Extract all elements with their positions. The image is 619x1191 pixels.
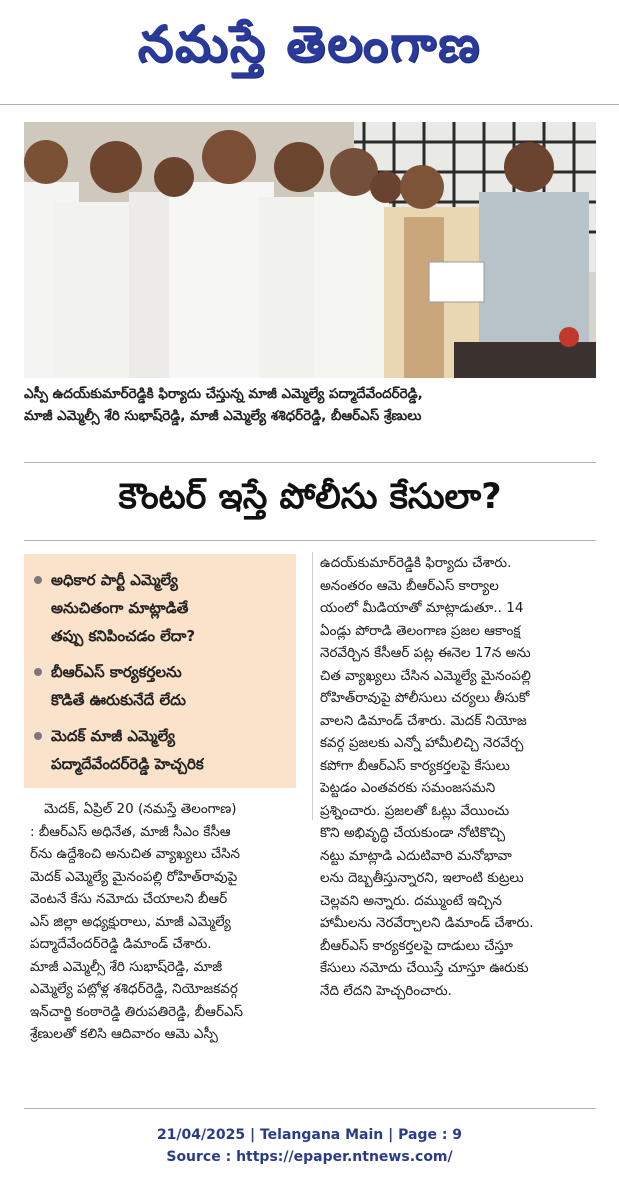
- headline-divider: [24, 540, 596, 541]
- bullet-icon: [34, 732, 42, 740]
- highlight-line: అధికార పార్టీ ఎమ్మెల్యే: [51, 571, 178, 589]
- highlight-line: బీఆర్‌ఎస్ కార్యకర్తలను: [51, 663, 182, 681]
- highlight-item: [34, 566, 286, 650]
- edition-info: 21/04/2025 | Telangana Main | Page : 9: [156, 1127, 463, 1143]
- source-link[interactable]: Source : https://epaper.ntnews.com/: [166, 1149, 453, 1165]
- page-footer: [0, 1124, 619, 1168]
- body-line: వాలని డిమాండ్ చేశారు. మెదక్ నియోజ: [320, 712, 527, 729]
- caption-line: ఎస్పీ ఉదయ్‌కుమార్‌రెడ్డికి ఫిర్యాదు చేస్తున్న మాజీ ఎమ్మెల్యే పద్మాదేవేందర్‌రెడ్డి,: [24, 386, 423, 402]
- body-line: ర్‌ను ఉద్దేశించి అనుచిత వ్యాఖ్యలు చేసిన: [30, 846, 241, 862]
- caption-line: మాజీ ఎమ్మెల్సీ శేరి సుభాష్‌రెడ్డి, మాజీ ఎమ్మెల్యే శశిధర్‌రెడ్డి, బీఆర్‌ఎస్ శ్రేణులు: [24, 408, 422, 424]
- body-line: శ్రేణులతో కలిసి ఆదివారం ఆమె ఎస్పీ: [30, 1026, 218, 1042]
- highlight-line: అనుచితంగా మాట్లాడితే: [51, 599, 189, 617]
- masthead-divider: [0, 104, 619, 105]
- body-line: కేసులు నమోదు చేయిస్తే చూస్తూ ఊరుకు: [320, 960, 529, 976]
- body-line: ఎమ్మెల్యే పట్లోళ్ల శశిధర్‌రెడ్డి, నియోజకవర్గ: [30, 981, 238, 997]
- body-line: ఇన్‌చార్జి కంఠారెడ్డి తిరుపతిరెడ్డి, బీఆర్‌ఎస్: [30, 1003, 244, 1020]
- article-body-left: [30, 798, 308, 1046]
- body-line: హామీలను నెరవేర్చాలని డిమాండ్ చేశారు.: [320, 915, 534, 931]
- body-line: ఉదయ్‌కుమార్‌రెడ్డికి ఫిర్యాదు చేశారు.: [320, 555, 512, 571]
- highlight-line: మెదక్ మాజీ ఎమ్మెల్యే: [51, 727, 175, 745]
- highlight-item: [34, 722, 286, 778]
- article-headline: కౌంటర్ ఇస్తే పోలీసు కేసులా?: [118, 477, 502, 517]
- body-line: రోహిత్‌రావుపై పోలీసులు చర్యలు తీసుకో: [320, 690, 530, 706]
- body-line: ప్రశ్నించారు. ప్రజలతో ఓట్లు వేయించు: [320, 802, 510, 819]
- body-line: పద్మాదేవేందర్‌రెడ్డి డిమాండ్ చేశారు.: [30, 936, 212, 952]
- body-line: యంలో మీడియాతో మాట్లాడుతూ.. 14: [320, 600, 524, 616]
- body-line: పెట్టడం ఎంతవరకు సమంజసమని: [320, 780, 496, 796]
- body-line: మెదక్, ఏప్రిల్ 20 (నమస్తే తెలంగాణ): [44, 801, 237, 817]
- column-divider: [312, 552, 313, 820]
- body-line: అనంతరం ఆమె బీఆర్‌ఎస్ కార్యాల: [320, 577, 499, 594]
- body-line: కపోగా బీఆర్‌ఎస్ కార్యకర్తలపై కేసులు: [320, 757, 510, 774]
- masthead: [0, 0, 619, 100]
- footer-divider: [24, 1108, 596, 1109]
- body-line: మాజీ ఎమ్మెల్సీ శేరి సుభాష్‌రెడ్డి, మాజీ: [30, 958, 223, 975]
- body-line: నేది లేదని హెచ్చరించారు.: [320, 982, 452, 999]
- body-line: కవర్గ ప్రజలకు ఎన్నో హామీలిచ్చి నెరవేర్చ: [320, 735, 524, 751]
- body-line: వెంటనే కేసు నమోదు చేయాలని బీఆర్: [30, 891, 228, 907]
- bullet-icon: [34, 576, 42, 584]
- article-body-right: [320, 552, 596, 1002]
- body-line: చెల్లవని అన్నారు. దమ్ముంటే ఇచ్చిన: [320, 892, 502, 909]
- highlight-line: తప్పు కనిపించడం లేదా?: [51, 627, 196, 645]
- photo-caption: [24, 383, 596, 427]
- highlights-box: [24, 554, 296, 788]
- group-photo-icon: [24, 122, 596, 378]
- body-line: లను దెబ్బతీస్తున్నారని, ఇలాంటి కుట్రలు: [320, 870, 524, 886]
- highlight-line: పద్మాదేవేందర్‌రెడ్డి హెచ్చరిక: [51, 755, 204, 773]
- body-line: నట్టు మాట్లాడి ఎదుటివారి మనోభావా: [320, 847, 512, 864]
- caption-divider: [24, 462, 596, 463]
- body-line: చిత వ్యాఖ్యలు చేసిన ఎమ్మెల్యే మైనంపల్లి: [320, 667, 531, 684]
- body-line: నెరవేర్చిన కేసీఆర్ పట్ల ఈనెల 17న అను: [320, 645, 531, 661]
- body-line: ఎస్ జిల్లా అధ్యక్షురాలు, మాజీ ఎమ్మెల్యే: [30, 913, 231, 930]
- body-line: : బీఆర్‌ఎస్ అధినేత, మాజీ సీఎం కేసీఆ: [30, 823, 231, 840]
- highlight-item: [34, 658, 286, 714]
- body-line: మెదక్ ఎమ్మెల్యే మైనంపల్లి రోహిత్‌రావుపై: [30, 868, 238, 885]
- body-line: బీఆర్‌ఎస్ కార్యకర్తలపై దాడులు చేస్తూ: [320, 937, 513, 954]
- news-photo: [24, 122, 596, 378]
- newspaper-logo-title: నమస్తే తెలంగాణ: [137, 14, 482, 73]
- bullet-icon: [34, 668, 42, 676]
- highlight-line: కొడితే ఊరుకునేదే లేదు: [51, 691, 186, 709]
- body-line: ఏండ్లు పోరాడి తెలంగాణ ప్రజల ఆకాంక్ష: [320, 622, 521, 639]
- body-line: కొని అభివృద్ధి చేయకుండా నోటికొచ్చి: [320, 825, 506, 841]
